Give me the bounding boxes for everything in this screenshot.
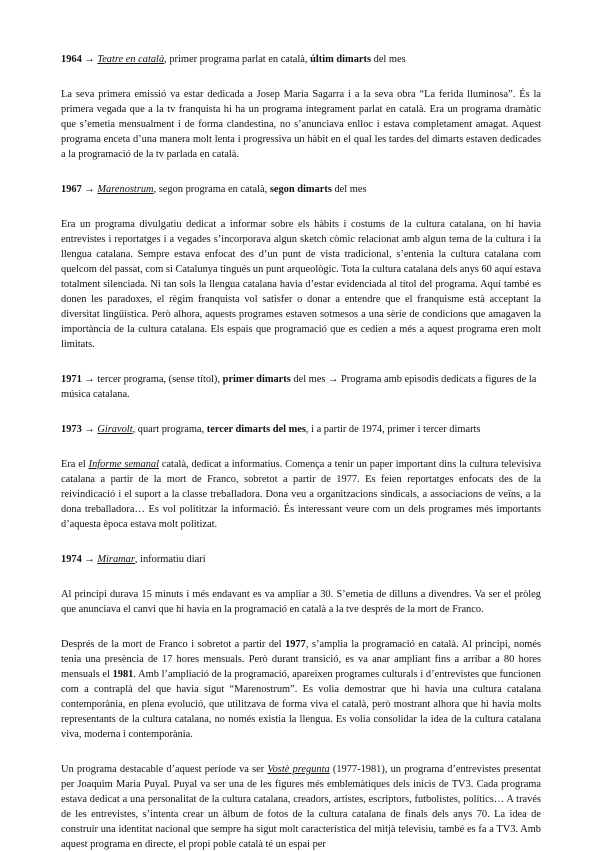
text: . Amb l’ampliació de la programació, apareixen programes culturals i d’entrevistes que funcionen com a contraplà del que havia sigut “Marenostrum”. Es volia demostrar que hi havia una cultura catalana contemporània, en plena evolució, que utilitzava de forma viva el català, però mostrant alhora que hi havia molts representants de la cultura catalana, no només existia la llengua. Es volia consolidar la idea de la cultura catalana viva, moderna i contemporània. [61, 669, 541, 740]
heading-desc: tercer programa, (sense títol), [97, 374, 223, 385]
paragraph-1974-b [61, 637, 541, 742]
year-1977: 1977 [285, 639, 306, 650]
heading-tail: del mes [331, 184, 367, 195]
paragraph-1974-a: Al principi durava 15 minuts i més endavant es va ampliar a 30. S’emetia de dilluns a divendres. Va ser el pròleg que anunciava el canvi que hi havia en la programació en català a la tve després de la mort de Franco. [61, 589, 541, 615]
heading-1973 [61, 422, 541, 437]
heading-tail: del mes [371, 54, 406, 65]
schedule-1973: tercer dimarts del mes [206, 424, 306, 435]
text: , s’amplia la programació en català. Al principi, només tenia una presència de 17 hores mensuals. Però durant transició, es va anar ampliant fins a arribar a 80 hores mensuals el [61, 639, 541, 680]
year-1964: 1964 [61, 54, 82, 65]
schedule-1967: segon dimarts [269, 184, 332, 195]
title-informe-semanal: Informe semanal [88, 459, 159, 470]
schedule-1971: primer dimarts [222, 374, 291, 385]
heading-1974 [61, 552, 541, 567]
heading-1971 [61, 372, 541, 402]
heading-1964 [61, 52, 541, 67]
year-1981: 1981 [112, 669, 134, 680]
arrow: → [81, 424, 98, 435]
text: (1977-1981), un programa d’entrevistes presentat per Joaquim Maria Puyal. Puyal va ser una de les figures més emblemàtiques dels inicis de TV3. Cada programa estava dedicat a una personalitat de la cultura catalana, creadors, artistes, escriptors, futbolistes, polítics… A través de les entrevistes, s’intenta crear un àlbum de fotos de la cultura catalana de finals dels anys 70. La idea de construir una identitat nacional que sempre ha sigut molt característica del mitjà televisiu, també es fa a TV3. Amb aquest programa en directe, el propi poble català té un espai per [61, 764, 541, 850]
arrow: → [81, 374, 98, 385]
text: català, dedicat a informatius. Comença a tenir un paper important dins la cultura televisiva catalana a partir de la mort de Franco, sobretot a partir de 1977. Es feien reportatges enfocats des de la reivindicació i el suport a la classe treballadora. Dona veu a organitzacions sindicals, a associacions de veïns, a la dona treballadora… Es vol polititzar la informació. És interessant veure com un dels programes més importants d’aquesta època estava molt politizat. [61, 459, 541, 530]
paragraph-1967: Era un programa divulgatiu dedicat a informar sobre els hàbits i costums de la cultura catalana, on hi havia entrevistes i reportatges i a vegades s’incorporava algun sketch còmic relacionat amb algun tema de la cultura i la llengua catalana. Sempre estava enfocat des d’un punt de vista tradicional, s’entenia la cultura catalana com quelcom del passat, com si Catalunya tingués un punt arqueològic. Tota la cultura catalana dels anys 60 aquí estava totalment silenciada. Ni tan sols la llengua catalana havia d’estar evidenciada al títol del programa. Aquí també es donen les paradoxes, el règim franquista vol satisfer o donar a entendre que el franquisme està acceptant la diversitat lingüística. Però alhora, aquests programes estaven sotmesos a una sèrie de condicions que amagaven la importància de la cultura catalana. Els espais que programació que es cedien a més a aquest programa eren molt limitats. [61, 219, 541, 350]
document-page [61, 52, 541, 852]
year-1974: 1974 [61, 554, 82, 565]
title-teatre-en-catala: Teatre en català [97, 54, 165, 65]
heading-desc: , informatiu diari [134, 554, 206, 565]
title-miramar: Miramar [97, 554, 135, 565]
text: Era el [61, 459, 89, 470]
schedule-1964: últim dimarts [310, 54, 372, 65]
text: Un programa destacable d’aquest període va ser [61, 764, 268, 775]
paragraph-1973 [61, 457, 541, 532]
heading-tail: del mes → Programa amb episodis dedicats a figures de la música catalana. [61, 374, 537, 400]
arrow: → [81, 184, 98, 195]
heading-tail: , i a partir de 1974, primer i tercer dimarts [305, 424, 481, 435]
year-1971: 1971 [61, 374, 82, 385]
title-voste-pregunta: Vostè pregunta [267, 764, 330, 775]
arrow: → [81, 54, 98, 65]
heading-desc: , primer programa parlat en català, [164, 54, 311, 65]
title-marenostrum: Marenostrum [97, 184, 154, 195]
year-1967: 1967 [61, 184, 82, 195]
text: Després de la mort de Franco i sobretot a partir del [61, 639, 286, 650]
arrow: → [81, 554, 98, 565]
heading-desc: , quart programa, [132, 424, 207, 435]
heading-1967 [61, 182, 541, 197]
year-1973: 1973 [61, 424, 82, 435]
paragraph-1974-c [61, 762, 541, 852]
paragraph-1964: La seva primera emissió va estar dedicada a Josep Maria Sagarra i a la seva obra “La ferida lluminosa”. És la primera vegada que a la tv franquista hi ha un programa íntegrament parlat en català. Era un programa dramàtic que s’emetia mensualment i de forma clandestina, no s’anunciava enlloc i estava completament amagat. Aquest programa enceta d’una manera molt lenta i progressiva un hàbit en el qual les tardes del dimarts estaven dedicades a la programació de la tv parlada en català. [61, 89, 541, 160]
title-giravolt: Giravolt [97, 424, 133, 435]
heading-desc: , segon programa en català, [153, 184, 270, 195]
